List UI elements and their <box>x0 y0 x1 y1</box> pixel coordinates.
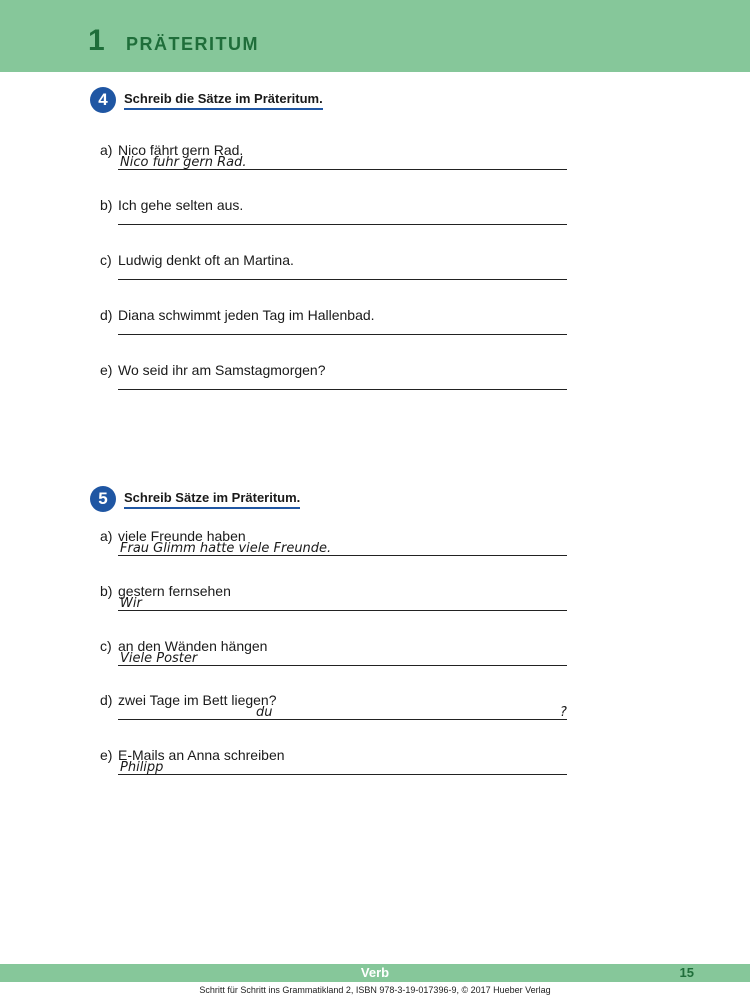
exercise-instruction: Schreib die Sätze im Präteritum. <box>124 91 323 110</box>
exercise-item <box>100 197 570 237</box>
item-label: c) <box>100 638 112 654</box>
chapter-number: 1 <box>88 24 105 57</box>
exercise-item <box>100 747 570 787</box>
exercise-number-badge: 4 <box>90 87 116 113</box>
answer-line[interactable] <box>118 279 567 280</box>
item-label: b) <box>100 583 113 599</box>
item-label: e) <box>100 747 113 763</box>
chapter-title: PRÄTERITUM <box>126 34 259 54</box>
item-prompt <box>100 362 326 378</box>
item-label: e) <box>100 362 113 378</box>
exercise-item <box>100 638 570 678</box>
handwritten-answer: Nico fuhr gern Rad. <box>120 155 247 170</box>
item-prompt-text: Ludwig denkt oft an Martina. <box>118 252 294 268</box>
item-label: d) <box>100 307 113 323</box>
exercise-item <box>100 142 570 182</box>
exercise-item <box>100 307 570 347</box>
item-label: a) <box>100 142 113 158</box>
item-prompt <box>100 252 294 268</box>
item-prompt-text: zwei Tage im Bett liegen? <box>118 692 277 708</box>
item-prompt-text: viele Freunde haben <box>118 528 246 544</box>
exercise-item <box>100 252 570 292</box>
item-prompt <box>100 692 277 708</box>
item-prompt-text: an den Wänden hängen <box>118 638 268 654</box>
answer-starter: Wir <box>120 596 142 611</box>
item-label: b) <box>100 197 113 213</box>
item-prompt-text: Nico fährt gern Rad. <box>118 142 244 158</box>
answer-end-punctuation: ? <box>560 705 567 720</box>
item-prompt-text: Ich gehe selten aus. <box>118 197 244 213</box>
chapter-header <box>0 0 750 72</box>
answer-line[interactable] <box>118 719 567 720</box>
exercise-instruction: Schreib Sätze im Präteritum. <box>124 490 300 509</box>
page-number: 15 <box>679 965 694 980</box>
answer-line[interactable] <box>118 389 567 390</box>
footer-bar <box>0 964 750 982</box>
item-prompt-text: gestern fernsehen <box>118 583 231 599</box>
footer-section-title: Verb <box>360 965 390 980</box>
exercise-item <box>100 583 570 623</box>
exercise-item <box>100 692 570 732</box>
item-prompt <box>100 307 375 323</box>
answer-line[interactable] <box>118 334 567 335</box>
item-label: d) <box>100 692 113 708</box>
answer-line[interactable] <box>118 774 567 775</box>
exercise-item <box>100 528 570 568</box>
handwritten-answer: Frau Glimm hatte viele Freunde. <box>120 541 332 556</box>
footer-credit: Schritt für Schritt ins Grammatikland 2, ISBN 978-3-19-017396-9, © 2017 Hueber Verlag <box>199 985 551 995</box>
exercise-item <box>100 362 570 402</box>
exercise-number-badge: 5 <box>90 486 116 512</box>
answer-hint-word: du <box>256 705 273 720</box>
answer-starter: Viele Poster <box>120 651 198 666</box>
answer-line[interactable] <box>118 224 567 225</box>
item-label: a) <box>100 528 113 544</box>
item-prompt-text: Wo seid ihr am Samstagmorgen? <box>118 362 326 378</box>
answer-line[interactable] <box>118 610 567 611</box>
item-prompt-text: E-Mails an Anna schreiben <box>118 747 285 763</box>
item-label: c) <box>100 252 112 268</box>
item-prompt-text: Diana schwimmt jeden Tag im Hallenbad. <box>118 307 375 323</box>
answer-starter: Philipp <box>120 760 164 775</box>
item-prompt <box>100 197 243 213</box>
